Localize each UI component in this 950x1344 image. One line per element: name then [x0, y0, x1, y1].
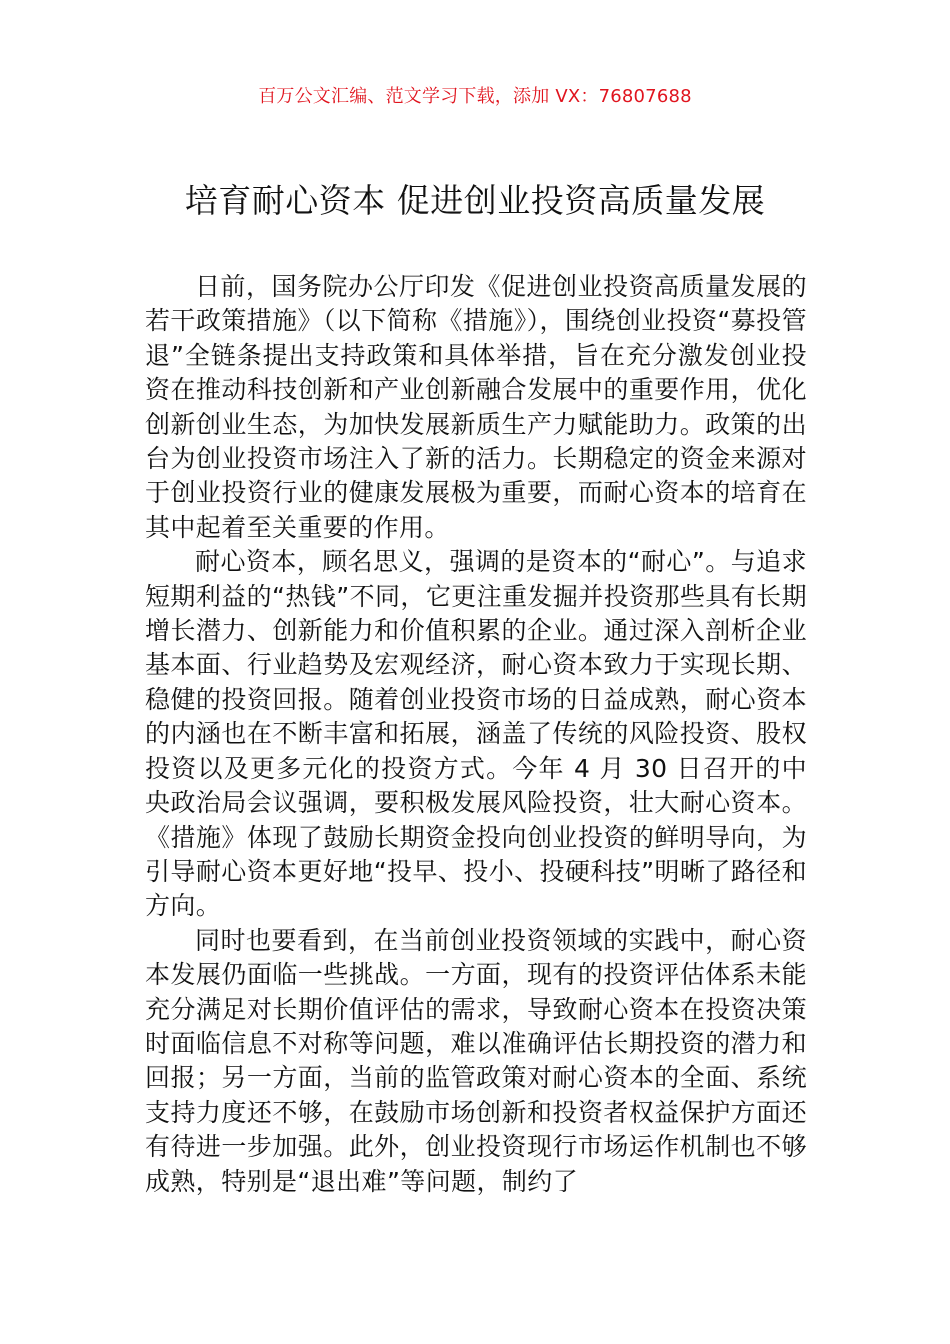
document-title: 培育耐心资本 促进创业投资高质量发展: [184, 181, 766, 220]
paragraph-2: 耐心资本，顾名思义，强调的是资本的“耐心”。与追求短期利益的“热钱”不同，它更注重发掘并投资那些具有长期增长潜力、创新能力和价值积累的企业。通过深入剖析企业基本面、行业趋势及宏观经济，耐心资本致力于实现长期、稳健的投资回报。随着创业投资市场的日益成熟，耐心资本的内涵也在不断丰富和拓展，涵盖了传统的风险投资、股权投资以及更多元化的投资方式。今年 4 月 30 日召开的中央政治局会议强调，要积极发展风险投资，壮大耐心资本。《措施》体现了鼓励长期资金投向创业投资的鲜明导向，为引导耐心资本更好地“投早、投小、投硬科技”明晰了路径和方向。: [145, 547, 807, 921]
document-body: [145, 270, 807, 1199]
header-promo-note: 百万公文汇编、范文学习下载，添加 VX：76807688: [258, 86, 692, 107]
paragraph-1: 日前，国务院办公厅印发《促进创业投资高质量发展的若干政策措施》（以下简称《措施》），围绕创业投资“募投管退”全链条提出支持政策和具体举措，旨在充分激发创业投资在推动科技创新和产业创新融合发展中的重要作用，优化创新创业生态，为加快发展新质生产力赋能助力。政策的出台为创业投资市场注入了新的活力。长期稳定的资金来源对于创业投资行业的健康发展极为重要，而耐心资本的培育在其中起着至关重要的作用。: [145, 272, 807, 542]
paragraph-3: 同时也要看到，在当前创业投资领域的实践中，耐心资本发展仍面临一些挑战。一方面，现有的投资评估体系未能充分满足对长期价值评估的需求，导致耐心资本在投资决策时面临信息不对称等问题，难以准确评估长期投资的潜力和回报；另一方面，当前的监管政策对耐心资本的全面、系统支持力度还不够，在鼓励市场创新和投资者权益保护方面还有待进一步加强。此外，创业投资现行市场运作机制也不够成熟，特别是“退出难”等问题，制约了: [145, 925, 807, 1196]
